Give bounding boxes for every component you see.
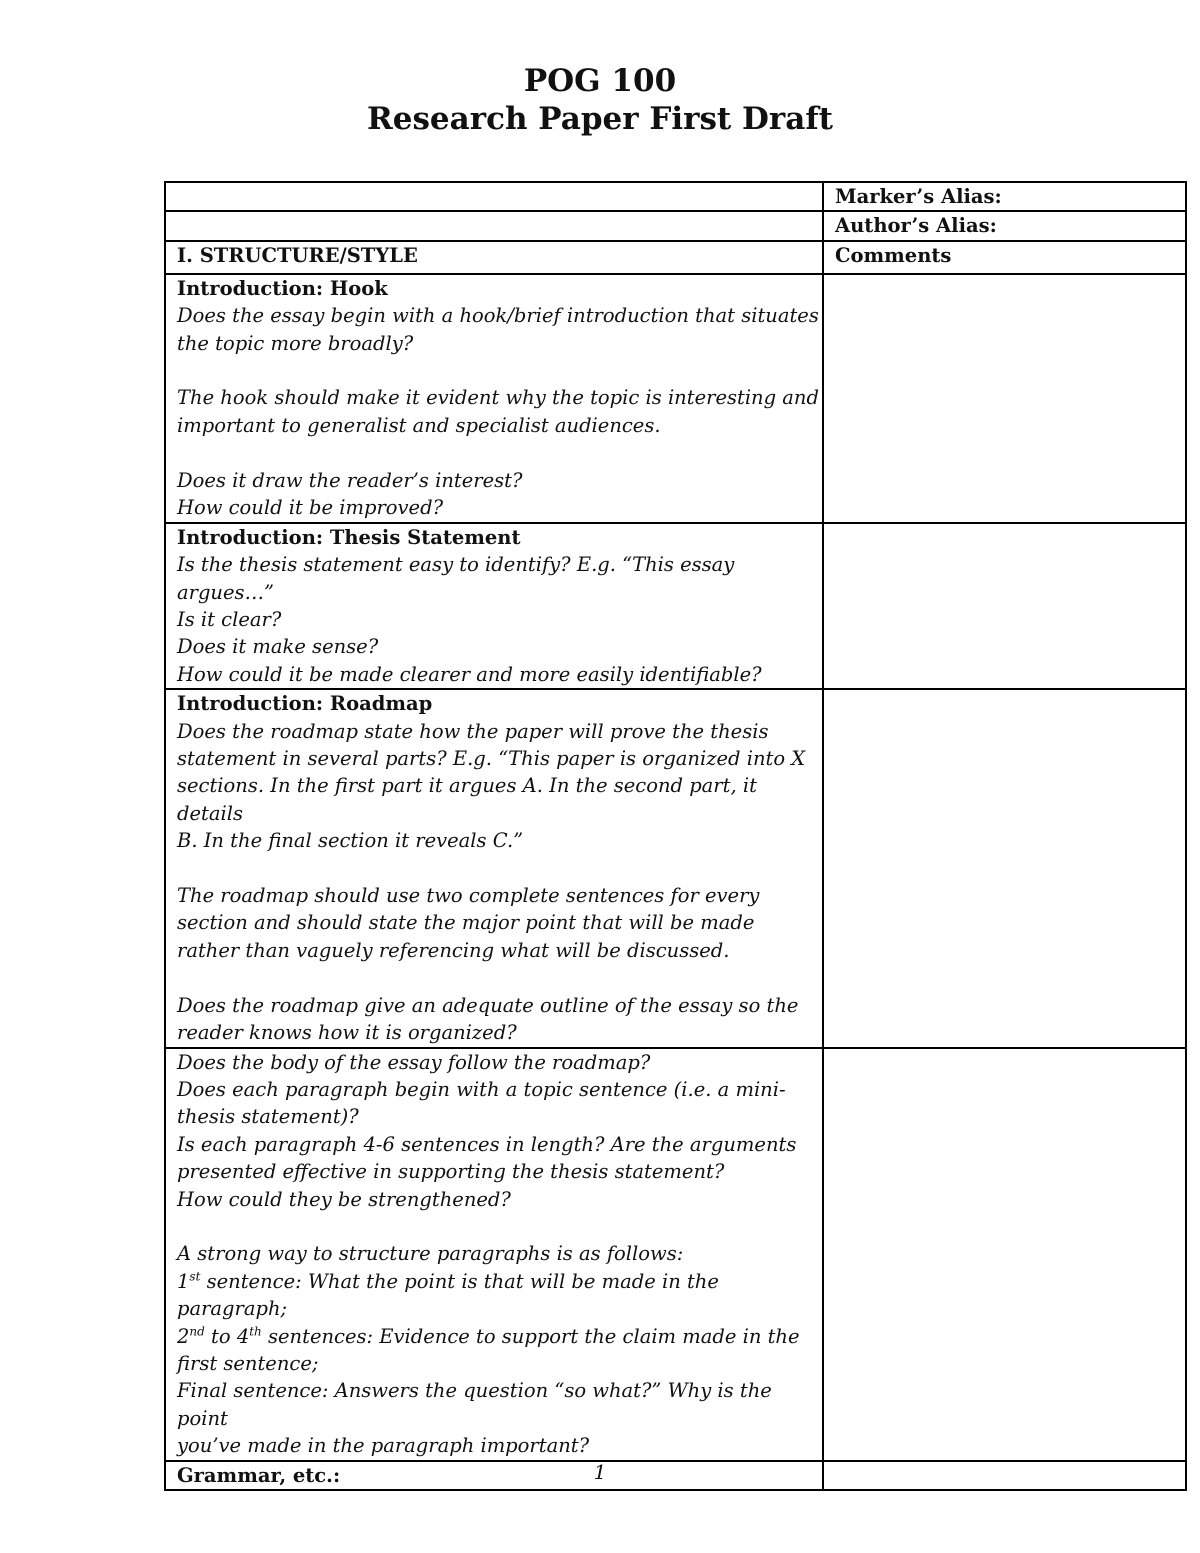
course-code: POG 100 <box>523 63 677 99</box>
authors-alias-label: Author’s Alias: <box>823 211 1186 240</box>
roadmap-criteria-cell <box>165 689 823 1047</box>
second-sup-2: th <box>249 1324 262 1339</box>
roadmap-line: reader knows how it is organized? <box>177 1021 517 1045</box>
first-sup: st <box>189 1269 201 1284</box>
body-line: Does the body of the essay follow the roadmap? <box>177 1050 651 1074</box>
hook-criteria-cell <box>165 274 823 523</box>
roadmap-line: rather than vaguely referencing what will be discussed. <box>177 938 730 962</box>
page-number: 1 <box>593 1460 607 1484</box>
thesis-line: How could it be made clearer and more easily identifiable? <box>177 662 762 686</box>
body-line: Does each paragraph begin with a topic sentence (i.e. a mini- <box>177 1077 786 1101</box>
hook-line: important to generalist and specialist audiences. <box>177 413 661 437</box>
thesis-line: Is it clear? <box>177 608 282 632</box>
body-line: presented effective in supporting the thesis statement? <box>177 1160 725 1184</box>
body-line: How could they be strengthened? <box>177 1187 511 1211</box>
roadmap-title: Introduction: Roadmap <box>177 692 433 716</box>
rubric-table <box>164 181 1187 1491</box>
hook-line: Does it draw the reader’s interest? <box>177 468 523 492</box>
second-sentence-line <box>177 1323 822 1350</box>
thesis-line: Is the thesis statement easy to identify? E.g. “This essay argues…” <box>177 553 735 604</box>
second-sup: nd <box>189 1324 205 1339</box>
hook-line: How could it be improved? <box>177 496 444 520</box>
thesis-line: Does it make sense? <box>177 635 379 659</box>
body-line: A strong way to structure paragraphs is as follows: <box>177 1242 684 1266</box>
roadmap-row <box>165 689 1186 1047</box>
comments-header: Comments <box>823 241 1186 274</box>
second-text: sentences: Evidence to support the claim made in the <box>261 1324 800 1348</box>
body-row <box>165 1048 1186 1461</box>
hook-line: the topic more broadly? <box>177 331 414 355</box>
final-sentence-line-2: you’ve made in the paragraph important? <box>177 1434 590 1458</box>
hook-line: Does the essay begin with a hook/brief introduction that situates <box>177 304 819 328</box>
roadmap-line: sections. In the first part it argues A. In the second part, it details <box>177 774 757 825</box>
thesis-criteria-cell <box>165 523 823 689</box>
body-comments-cell[interactable] <box>823 1048 1186 1461</box>
authors-alias-row <box>165 211 1186 240</box>
body-line: thesis statement)? <box>177 1105 359 1129</box>
thesis-row <box>165 523 1186 689</box>
page-title: Research Paper First Draft <box>366 101 833 137</box>
roadmap-comments-cell[interactable] <box>823 689 1186 1047</box>
section-title: I. STRUCTURE/STYLE <box>165 241 823 274</box>
first-num: 1 <box>177 1269 190 1293</box>
second-sentence-line-2: first sentence; <box>177 1351 319 1375</box>
authors-alias-blank-cell <box>165 211 823 240</box>
roadmap-line: Does the roadmap state how the paper will prove the thesis <box>177 719 769 743</box>
hook-comments-cell[interactable] <box>823 274 1186 523</box>
roadmap-line: statement in several parts? E.g. “This paper is organized into X <box>177 747 806 771</box>
document-title-block <box>0 62 1200 138</box>
hook-row <box>165 274 1186 523</box>
body-line: Is each paragraph 4-6 sentences in length? Are the arguments <box>177 1132 797 1156</box>
final-sentence-line: Final sentence: Answers the question “so what?” Why is the point <box>177 1379 772 1430</box>
section-header-row <box>165 241 1186 274</box>
first-text: sentence: What the point is that will be made in the <box>200 1269 719 1293</box>
markers-alias-blank-cell <box>165 182 823 211</box>
roadmap-line: B. In the final section it reveals C.” <box>177 829 524 853</box>
second-num: 2 <box>177 1324 190 1348</box>
grammar-label: Grammar, etc.: <box>177 1463 341 1487</box>
first-sentence-line <box>177 1268 822 1295</box>
hook-title: Introduction: Hook <box>177 276 388 300</box>
roadmap-line: section and should state the major point that will be made <box>177 911 755 935</box>
second-mid: to 4 <box>204 1324 250 1348</box>
roadmap-line: The roadmap should use two complete sentences for every <box>177 884 760 908</box>
markers-alias-row <box>165 182 1186 211</box>
markers-alias-label: Marker’s Alias: <box>823 182 1186 211</box>
thesis-comments-cell[interactable] <box>823 523 1186 689</box>
roadmap-line: Does the roadmap give an adequate outline of the essay so the <box>177 993 799 1017</box>
first-sentence-line-2: paragraph; <box>177 1297 288 1321</box>
thesis-title: Introduction: Thesis Statement <box>177 525 521 549</box>
body-criteria-cell <box>165 1048 823 1461</box>
hook-line: The hook should make it evident why the topic is interesting and <box>177 386 819 410</box>
